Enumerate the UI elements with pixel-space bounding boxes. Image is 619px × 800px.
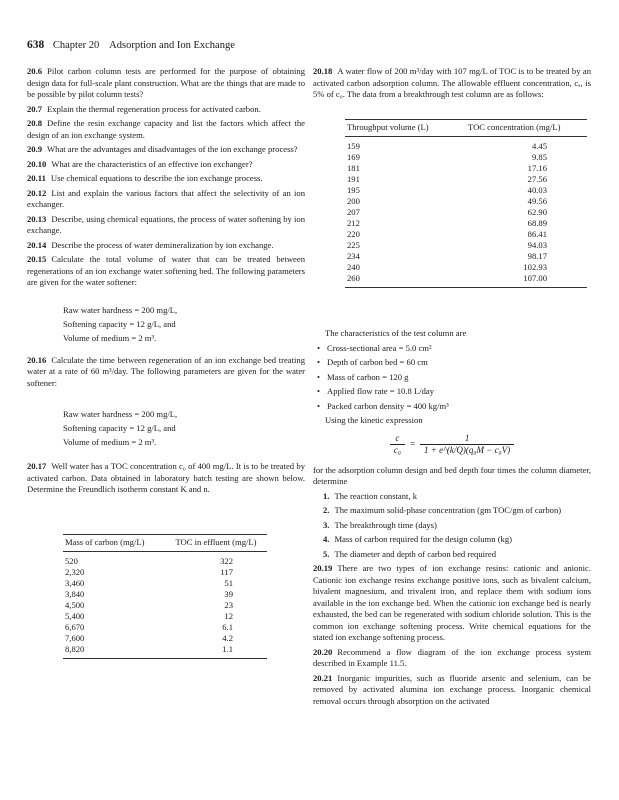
kinetic-formula: $\frac{c}{\text{c₀}}$ = $\frac{1}{\text{1 + e\textasciicircum{}(k/Q)(q₀M − c₀V)}}$ [313,433,591,457]
table-row: 225 94.03 [347,240,547,250]
question-20-9: 20.9 What are the advantages and disadvantages of the ion exchange process? [27,144,298,154]
table-row: 212 68.89 [347,218,547,228]
question-20-14: 20.14 Describe the process of water demineralization by ion exchange. [27,239,274,250]
list-item: 3. The breakthrough time (days) [323,519,437,530]
table-row: 181 17.16 [347,163,547,173]
table-row: 200 49.56 [347,196,547,206]
table-row: 6,670 6.1 [65,622,233,632]
table-header-toc: TOC in effluent (mg/L) [165,534,267,552]
list-item: • Depth of carbon bed = 60 cm [317,357,428,367]
list-item: • Mass of carbon = 120 g [317,371,409,382]
list-item: 4. Mass of carbon required for the design column (kg) [323,534,513,544]
table-row: 207 62.90 [347,207,547,217]
table-row: 5,400 12 [65,611,233,621]
table-row: 260 107.00 [345,273,587,288]
table-row: 169 9.85 [347,152,547,162]
chapter-label: Chapter 20 [52,40,100,51]
breakthrough-table-wrap [345,119,587,289]
characteristics-intro: The characteristics of the test column are [325,328,467,338]
table-header-toc-concentration: TOC concentration (mg/L) [466,119,587,137]
right-column [313,66,591,710]
question-20-15: 20.15 Calculate the total volume of water that can be treated between regenerations of an ion exchange water softening bed. The following parameters are given for the water softener: [27,254,305,287]
table-row: 191 27.56 [347,174,547,184]
table-row: 3,840 39 [65,589,233,599]
left-column [27,66,305,659]
question-20-11: 20.11 Use chemical equations to describe the ion exchange process. [27,173,263,183]
chapter-title: Adsorption and Ion Exchange [109,40,235,51]
list-item: 1. The reaction constant, k [323,490,418,501]
table-row: 195 40.03 [347,185,547,195]
question-20-21: 20.21 Inorganic impurities, such as fluoride arsenic and selenium, can be removed by activated alumina ion exchange process. Inorganic chemical removal occurs through absorption on the activated [313,672,591,706]
batch-test-table-wrap [63,534,267,660]
list-item: 2. The maximum solid-phase concentration (gm TOC/gm of carbon) [323,505,562,515]
question-20-17: 20.17 Well water has a TOC concentration c₀ of 400 mg/L. It is to be treated by activated carbon. Data obtained in laboratory batch testing are shown below. Determine the Freundlich isotherm constant K and n. [27,461,305,494]
table-row: 234 98.17 [347,251,547,261]
table-header-throughput: Throughput volume (L) [345,119,466,137]
param-line: Volume of medium = 2 m³. [63,437,157,447]
list-item: • Applied flow rate = 10.8 L/day [317,386,434,396]
characteristics-list [313,343,591,413]
question-20-18: 20.18 A water flow of 200 m³/day with 107 mg/L of TOC is to be treated by an activated carbon adsorption column. The allowable effluent concentration, cₐ, is 5% of c₀. The data from a breakthrough test column are as follows: [313,66,591,99]
page-number: 638 [27,39,45,51]
table-row: 520 322 [65,556,233,566]
after-formula-text: for the adsorption column design and bed depth four times the column diameter, determine [313,464,591,486]
list-item: • Packed carbon density = 400 kg/m³ [317,400,449,411]
param-line: Volume of medium = 2 m³. [63,332,157,343]
table-row: 240 102.93 [347,262,547,272]
question-20-10: 20.10 What are the characteristics of an effective ion exchanger? [27,158,253,169]
table-row: 2,320 117 [65,567,233,577]
param-line: Raw water hardness = 200 mg/L, [63,304,178,315]
question-20-6: 20.6 Pilot carbon column tests are performed for the purpose of obtaining design data for full-scale plant construction. What are the things that are made to be possible by pilot column tests? [27,66,305,99]
table-row: 220 86.41 [347,229,547,239]
param-line: Softening capacity = 12 g/L, and [63,318,176,329]
list-item: • Cross-sectional area = 5.0 cm² [317,342,432,353]
list-item: 5. The diameter and depth of carbon bed required [323,548,496,559]
table-row: 3,460 51 [65,578,233,588]
question-20-12: 20.12 List and explain the various factors that affect the selectivity of an ion exchanger. [27,187,305,209]
question-20-19: 20.19 There are two types of ion exchange resins: cationic and anionic. Cationic ion exchange resins exchange positive ions, such as bivalent calcium, bivalent magnesium, and trivalent iron, and replace them with sodium ions available in the ion exchange bed. When the cationic ion exchange bed is nearly exhausted, the bed can be regenerated with sodium chloride solution. This is the common ion exchange softening process. Write chemical equations for the stated ion exchange softening process. [313,563,591,642]
page-header [27,39,235,51]
table-row: 159 4.45 [347,141,547,151]
parameters-20-16 [63,407,305,449]
batch-test-table [63,534,267,660]
question-20-13: 20.13 Describe, using chemical equations, the process of water softening by ion exchange. [27,213,305,235]
question-20-20: 20.20 Recommend a flow diagram of the ion exchange process system described in Example 11.5. [313,646,591,668]
table-row: 8,820 1.1 [63,644,267,659]
table-header-mass: Mass of carbon (mg/L) [63,534,165,552]
question-20-8: 20.8 Define the resin exchange capacity and list the factors which affect the design of an ion exchange system. [27,118,305,140]
breakthrough-table [345,119,587,289]
table-row: 7,600 4.2 [65,633,233,643]
parameters-20-15 [63,303,305,345]
question-20-7: 20.7 Explain the thermal regeneration process for activated carbon. [27,103,261,114]
determine-list [323,491,591,561]
question-20-16: 20.16 Calculate the time between regeneration of an ion exchange bed treating water at a rate of 60 m³/day. The following parameters are given for the water softener: [27,354,305,388]
table-row: 4,500 23 [65,600,233,610]
kinetic-intro: Using the kinetic expression [325,415,423,425]
param-line: Raw water hardness = 200 mg/L, [63,409,178,419]
param-line: Softening capacity = 12 g/L, and [63,423,176,433]
